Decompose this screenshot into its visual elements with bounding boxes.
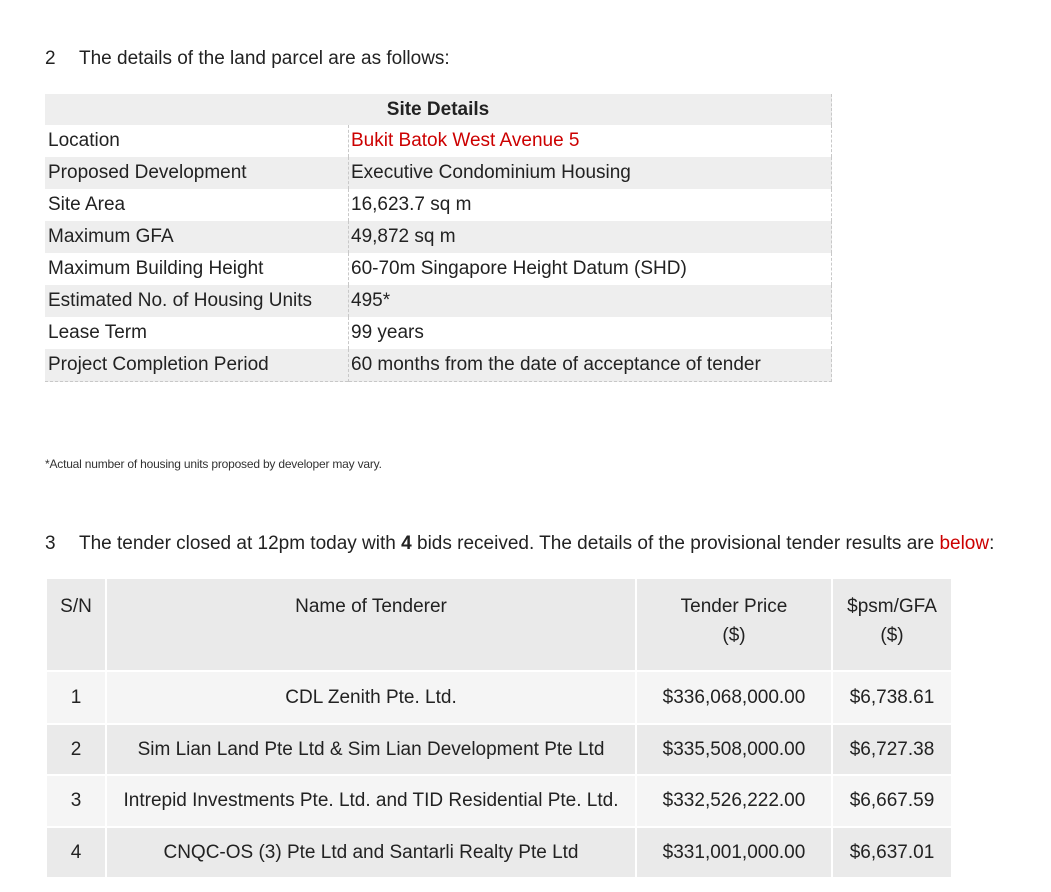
row-sn: 2	[46, 724, 106, 775]
table-row	[45, 285, 832, 317]
row-psm: $6,667.59	[832, 775, 952, 827]
row-value: 60 months from the date of acceptance of tender	[349, 349, 832, 382]
section-text-after: bids received. The details of the provisional tender results are	[411, 533, 940, 554]
header-price	[636, 578, 832, 671]
header-sn: S/N	[46, 578, 106, 671]
table-row	[45, 125, 832, 157]
table-row	[45, 349, 832, 382]
row-psm: $6,738.61	[832, 671, 952, 724]
site-details-table	[45, 94, 832, 382]
section-number: 2	[45, 48, 56, 69]
table-row	[46, 724, 952, 775]
section-number: 3	[45, 533, 56, 554]
table-header-row	[46, 578, 952, 671]
row-sn: 4	[46, 827, 106, 878]
row-psm: $6,727.38	[832, 724, 952, 775]
row-tenderer: CDL Zenith Pte. Ltd.	[106, 671, 636, 724]
row-label: Site Area	[45, 189, 349, 221]
row-tenderer: Intrepid Investments Pte. Ltd. and TID Residential Pte. Ltd.	[106, 775, 636, 827]
row-sn: 3	[46, 775, 106, 827]
header-name: Name of Tenderer	[106, 578, 636, 671]
row-value: 495*	[349, 285, 832, 317]
table-row	[45, 221, 832, 253]
bid-count: 4	[401, 533, 412, 554]
header-price-line2: ($)	[722, 625, 746, 646]
row-label: Maximum Building Height	[45, 253, 349, 285]
row-price: $332,526,222.00	[636, 775, 832, 827]
section-text-before: The tender closed at 12pm today with	[79, 533, 402, 554]
tender-results-table	[45, 577, 953, 879]
header-price-line1: Tender Price	[680, 596, 788, 617]
table-row	[45, 157, 832, 189]
section-end: :	[989, 533, 995, 554]
row-label: Project Completion Period	[45, 349, 349, 382]
row-psm: $6,637.01	[832, 827, 952, 878]
row-label: Lease Term	[45, 317, 349, 349]
section-2-heading	[45, 48, 450, 70]
section-3-heading	[45, 533, 994, 555]
table-row	[46, 775, 952, 827]
row-value: 99 years	[349, 317, 832, 349]
row-tenderer: CNQC-OS (3) Pte Ltd and Santarli Realty Pte Ltd	[106, 827, 636, 878]
row-value: Executive Condominium Housing	[349, 157, 832, 189]
site-details-title: Site Details	[45, 94, 832, 125]
footnote: *Actual number of housing units proposed by developer may vary.	[45, 457, 382, 471]
table-row	[45, 253, 832, 285]
header-psm-line1: $psm/GFA	[847, 596, 937, 617]
row-price: $335,508,000.00	[636, 724, 832, 775]
below-link[interactable]: below	[939, 533, 990, 554]
table-row	[46, 827, 952, 878]
row-label: Estimated No. of Housing Units	[45, 285, 349, 317]
row-value: 49,872 sq m	[349, 221, 832, 253]
table-row	[46, 671, 952, 724]
row-value: 16,623.7 sq m	[349, 189, 832, 221]
section-text: The details of the land parcel are as follows:	[79, 48, 450, 69]
header-psm	[832, 578, 952, 671]
header-psm-line2: ($)	[880, 625, 904, 646]
row-label: Proposed Development	[45, 157, 349, 189]
table-row	[45, 189, 832, 221]
row-tenderer: Sim Lian Land Pte Ltd & Sim Lian Development Pte Ltd	[106, 724, 636, 775]
row-price: $331,001,000.00	[636, 827, 832, 878]
row-sn: 1	[46, 671, 106, 724]
location-link[interactable]: Bukit Batok West Avenue 5	[349, 125, 832, 157]
row-price: $336,068,000.00	[636, 671, 832, 724]
table-row	[45, 317, 832, 349]
row-label: Location	[45, 125, 349, 157]
row-value: 60-70m Singapore Height Datum (SHD)	[349, 253, 832, 285]
row-label: Maximum GFA	[45, 221, 349, 253]
